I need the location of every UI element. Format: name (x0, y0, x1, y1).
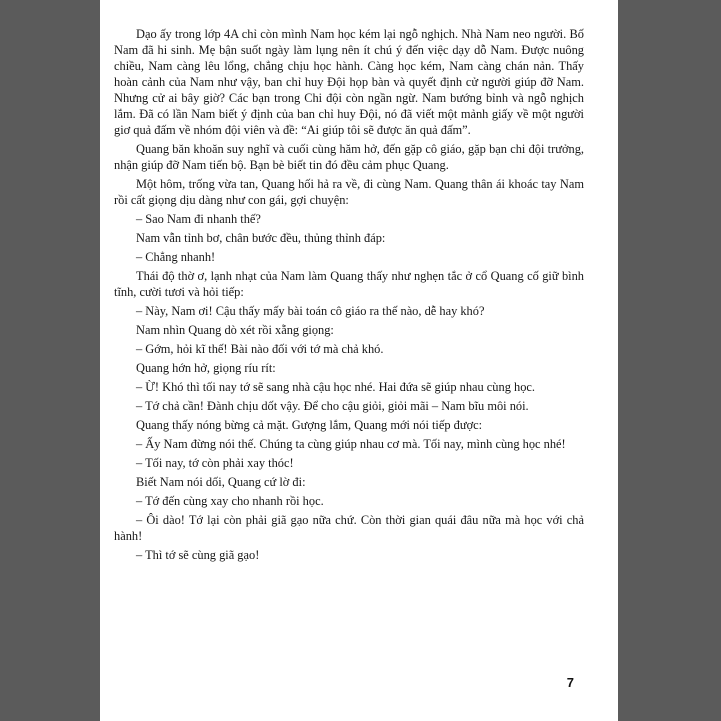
left-margin-background (0, 0, 100, 721)
paragraph: – Ừ! Khó thì tối nay tớ sẽ sang nhà cậu học nhé. Hai đứa sẽ giúp nhau cùng học. (136, 380, 535, 394)
paragraph: Thái độ thờ ơ, lạnh nhạt của Nam làm Quang thấy như nghẹn tắc ở cổ Quang cố giữ bình tĩnh, cười tươi và hỏi tiếp: (114, 269, 584, 299)
paragraph: – Chẳng nhanh! (136, 250, 216, 264)
paragraph: – Sao Nam đi nhanh thế? (136, 212, 261, 226)
paragraph: Biết Nam nói dối, Quang cứ lờ đi: (136, 475, 306, 489)
paragraph: – Ôi dào! Tớ lại còn phải giã gạo nữa chứ. Còn thời gian quái đâu nữa mà học với chả hành! (114, 513, 584, 543)
book-page (100, 0, 618, 721)
page-text (114, 26, 584, 566)
paragraph: – Gớm, hỏi kĩ thế! Bài nào đối với tớ mà chả khó. (136, 342, 384, 356)
paragraph: – Tối nay, tớ còn phải xay thóc! (136, 456, 294, 470)
paragraph: – Ấy Nam đừng nói thế. Chúng ta cùng giúp nhau cơ mà. Tối nay, mình cùng học nhé! (136, 437, 566, 451)
paragraph: Nam nhìn Quang dò xét rồi xẵng giọng: (136, 323, 334, 337)
paragraph: Quang băn khoăn suy nghĩ và cuối cùng hăm hở, đến gặp cô giáo, gặp bạn chi đội trưởng, nhận giúp đỡ Nam tiến bộ. Bạn bè biết tin đó đều cảm phục Quang. (114, 142, 584, 172)
page-number: 7 (566, 675, 574, 690)
paragraph: – Tớ chả cần! Đành chịu dốt vậy. Để cho cậu giỏi, giỏi mãi – Nam bĩu môi nói. (136, 399, 529, 413)
paragraph: Quang thấy nóng bừng cả mặt. Gượng lắm, Quang mới nói tiếp được: (136, 418, 483, 432)
paragraph: Nam vẫn tỉnh bơ, chân bước đều, thủng thỉnh đáp: (136, 231, 386, 245)
paragraph: Dạo ấy trong lớp 4A chỉ còn mình Nam học kém lại ngỗ nghịch. Nhà Nam neo người. Bố Nam đã hi sinh. Mẹ bận suốt ngày làm lụng nên ít chú ý đến việc dạy dỗ Nam. Được nuông chiều, Nam càng lêu lổng, chẳng chịu học hành. Càng học kém, Nam càng chán nản. Thấy hoàn cảnh của Nam như vậy, ban chỉ huy Đội họp bàn và quyết định cử người giúp đỡ Nam. Nhưng cử ai bây giờ? Các bạn trong Chi đội còn ngần ngừ. Nam bướng bỉnh và ngỗ nghịch lắm. Đã có lần Nam biết ý định của ban chỉ huy Đội, nó đã viết một mảnh giấy về một người giơ quả đấm về nhóm đội viên và đề: “Ai giúp tôi sẽ được ăn quả đấm”. (114, 27, 584, 137)
right-margin-background (618, 0, 721, 721)
paragraph: Một hôm, trống vừa tan, Quang hối hả ra về, đi cùng Nam. Quang thân ái khoác tay Nam rồi cất giọng dịu dàng như con gái, gợi chuyện: (114, 177, 584, 207)
paragraph: – Này, Nam ơi! Cậu thấy mấy bài toán cô giáo ra thế nào, dễ hay khó? (136, 304, 485, 318)
paragraph: – Thì tớ sẽ cùng giã gạo! (136, 548, 260, 562)
paragraph: – Tớ đến cùng xay cho nhanh rồi học. (136, 494, 324, 508)
paragraph: Quang hớn hở, giọng ríu rít: (136, 361, 276, 375)
